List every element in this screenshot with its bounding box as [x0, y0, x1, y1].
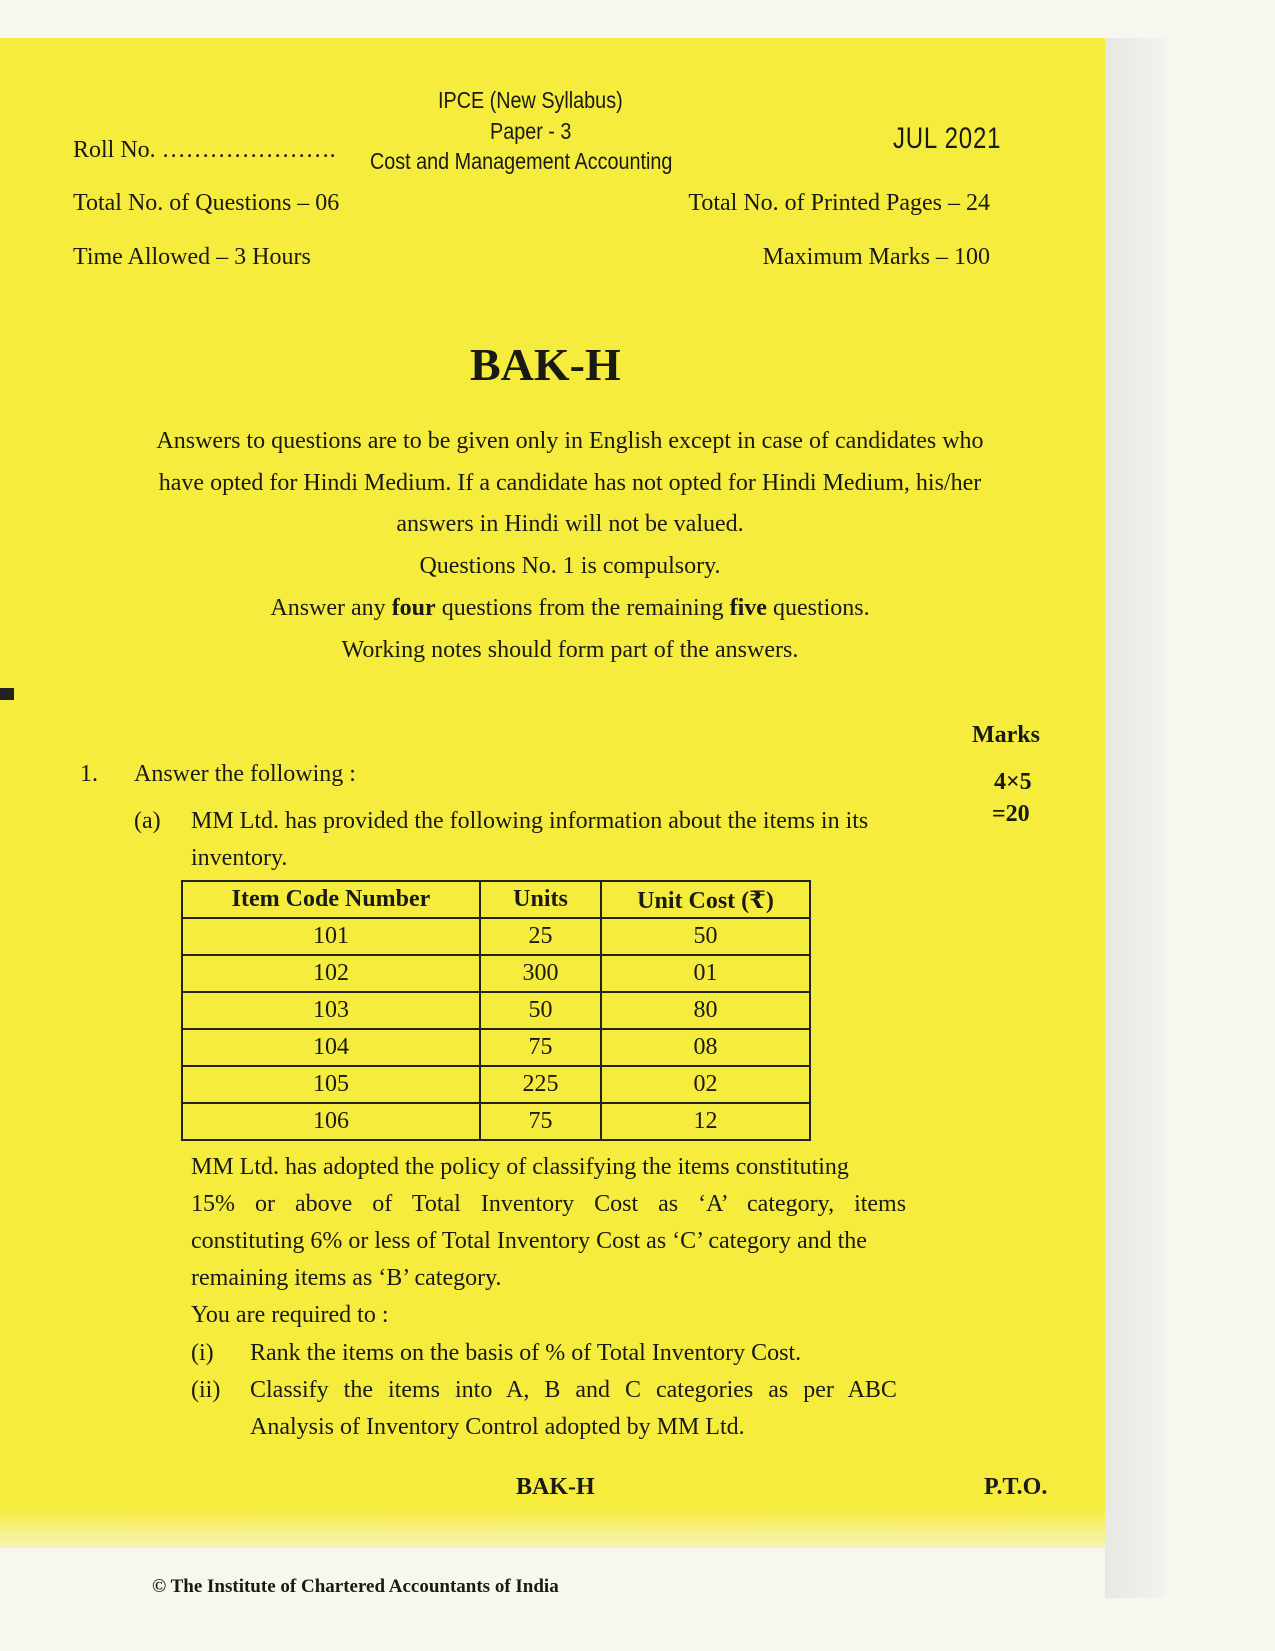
instruction-compulsory: Questions No. 1 is compulsory.	[419, 553, 721, 579]
copyright-notice: © The Institute of Chartered Accountants of India	[152, 1576, 559, 1597]
total-questions: Total No. of Questions – 06	[73, 190, 340, 216]
table-row	[182, 1103, 810, 1140]
table-row	[182, 918, 810, 955]
units-cell: 225	[480, 1066, 601, 1103]
exam-title: IPCE (New Syllabus)	[438, 87, 623, 113]
footer-code: BAK-H	[516, 1474, 595, 1500]
unit-cost-cell: 02	[601, 1066, 810, 1103]
item-code-cell: 104	[182, 1029, 480, 1066]
please-turn-over: P.T.O.	[984, 1474, 1048, 1500]
marks-value: 4×5	[994, 769, 1032, 795]
unit-cost-cell: 50	[601, 918, 810, 955]
table-row	[182, 955, 810, 992]
policy-line-2: 15% or above of Total Inventory Cost as ‘A’ category, items	[191, 1191, 907, 1217]
subject-title: Cost and Management Accounting	[370, 148, 673, 174]
maximum-marks: Maximum Marks – 100	[762, 244, 990, 270]
header-item-code: Item Code Number	[182, 881, 480, 918]
requirement-ii-label: (ii)	[191, 1377, 221, 1403]
policy-line-1: MM Ltd. has adopted the policy of classifying the items constituting	[191, 1154, 849, 1180]
requirement-i-label: (i)	[191, 1340, 214, 1366]
instruction-line-1: Answers to questions are to be given only in English except in case of candidates who	[156, 428, 984, 454]
item-code-cell: 101	[182, 918, 480, 955]
unit-cost-cell: 01	[601, 955, 810, 992]
instruction-line-3: answers in Hindi will not be valued.	[396, 511, 744, 537]
question-text: Answer the following :	[134, 761, 356, 787]
paper-number: Paper - 3	[490, 118, 572, 144]
item-code-cell: 106	[182, 1103, 480, 1140]
table-row	[182, 992, 810, 1029]
paper-code: BAK-H	[470, 339, 621, 390]
time-allowed: Time Allowed – 3 Hours	[73, 244, 311, 270]
next-page-edge	[1105, 38, 1165, 1598]
required-heading: You are required to :	[191, 1302, 389, 1328]
instruction-line-2: have opted for Hindi Medium. If a candidate has not opted for Hindi Medium, his/her	[158, 470, 982, 496]
policy-line-4: remaining items as ‘B’ category.	[191, 1265, 502, 1291]
table-header-row	[182, 881, 810, 918]
marks-heading: Marks	[972, 722, 1040, 748]
part-a-line-1: MM Ltd. has provided the following information about the items in its	[191, 808, 869, 834]
roll-number: Roll No. ………………….	[73, 137, 336, 163]
requirement-i: Rank the items on the basis of % of Total Inventory Cost.	[250, 1340, 802, 1366]
table-row	[182, 1029, 810, 1066]
units-cell: 300	[480, 955, 601, 992]
part-a-label: (a)	[134, 808, 161, 834]
unit-cost-cell: 08	[601, 1029, 810, 1066]
inventory-table	[181, 880, 811, 1141]
requirement-ii-line-1: Classify the items into A, B and C categories as per ABC	[250, 1377, 897, 1403]
header-units: Units	[480, 881, 601, 918]
date-stamp: JUL 2021	[893, 122, 1002, 155]
item-code-cell: 102	[182, 955, 480, 992]
units-cell: 50	[480, 992, 601, 1029]
units-cell: 75	[480, 1029, 601, 1066]
question-number: 1.	[80, 761, 98, 787]
header-unit-cost: Unit Cost (₹)	[601, 881, 810, 918]
part-a-line-2: inventory.	[191, 845, 288, 871]
requirement-ii-line-2: Analysis of Inventory Control adopted by MM Ltd.	[250, 1414, 745, 1440]
policy-line-3: constituting 6% or less of Total Inventory Cost as ‘C’ category and the	[191, 1228, 867, 1254]
unit-cost-cell: 80	[601, 992, 810, 1029]
total-pages: Total No. of Printed Pages – 24	[688, 190, 990, 216]
item-code-cell: 103	[182, 992, 480, 1029]
instruction-answer-four: Answer any four questions from the remaining five questions.	[270, 595, 870, 621]
units-cell: 75	[480, 1103, 601, 1140]
table-row	[182, 1066, 810, 1103]
units-cell: 25	[480, 918, 601, 955]
scan-marker	[0, 688, 14, 700]
marks-total: =20	[992, 801, 1030, 827]
unit-cost-cell: 12	[601, 1103, 810, 1140]
instruction-working-notes: Working notes should form part of the answers.	[341, 637, 799, 663]
item-code-cell: 105	[182, 1066, 480, 1103]
